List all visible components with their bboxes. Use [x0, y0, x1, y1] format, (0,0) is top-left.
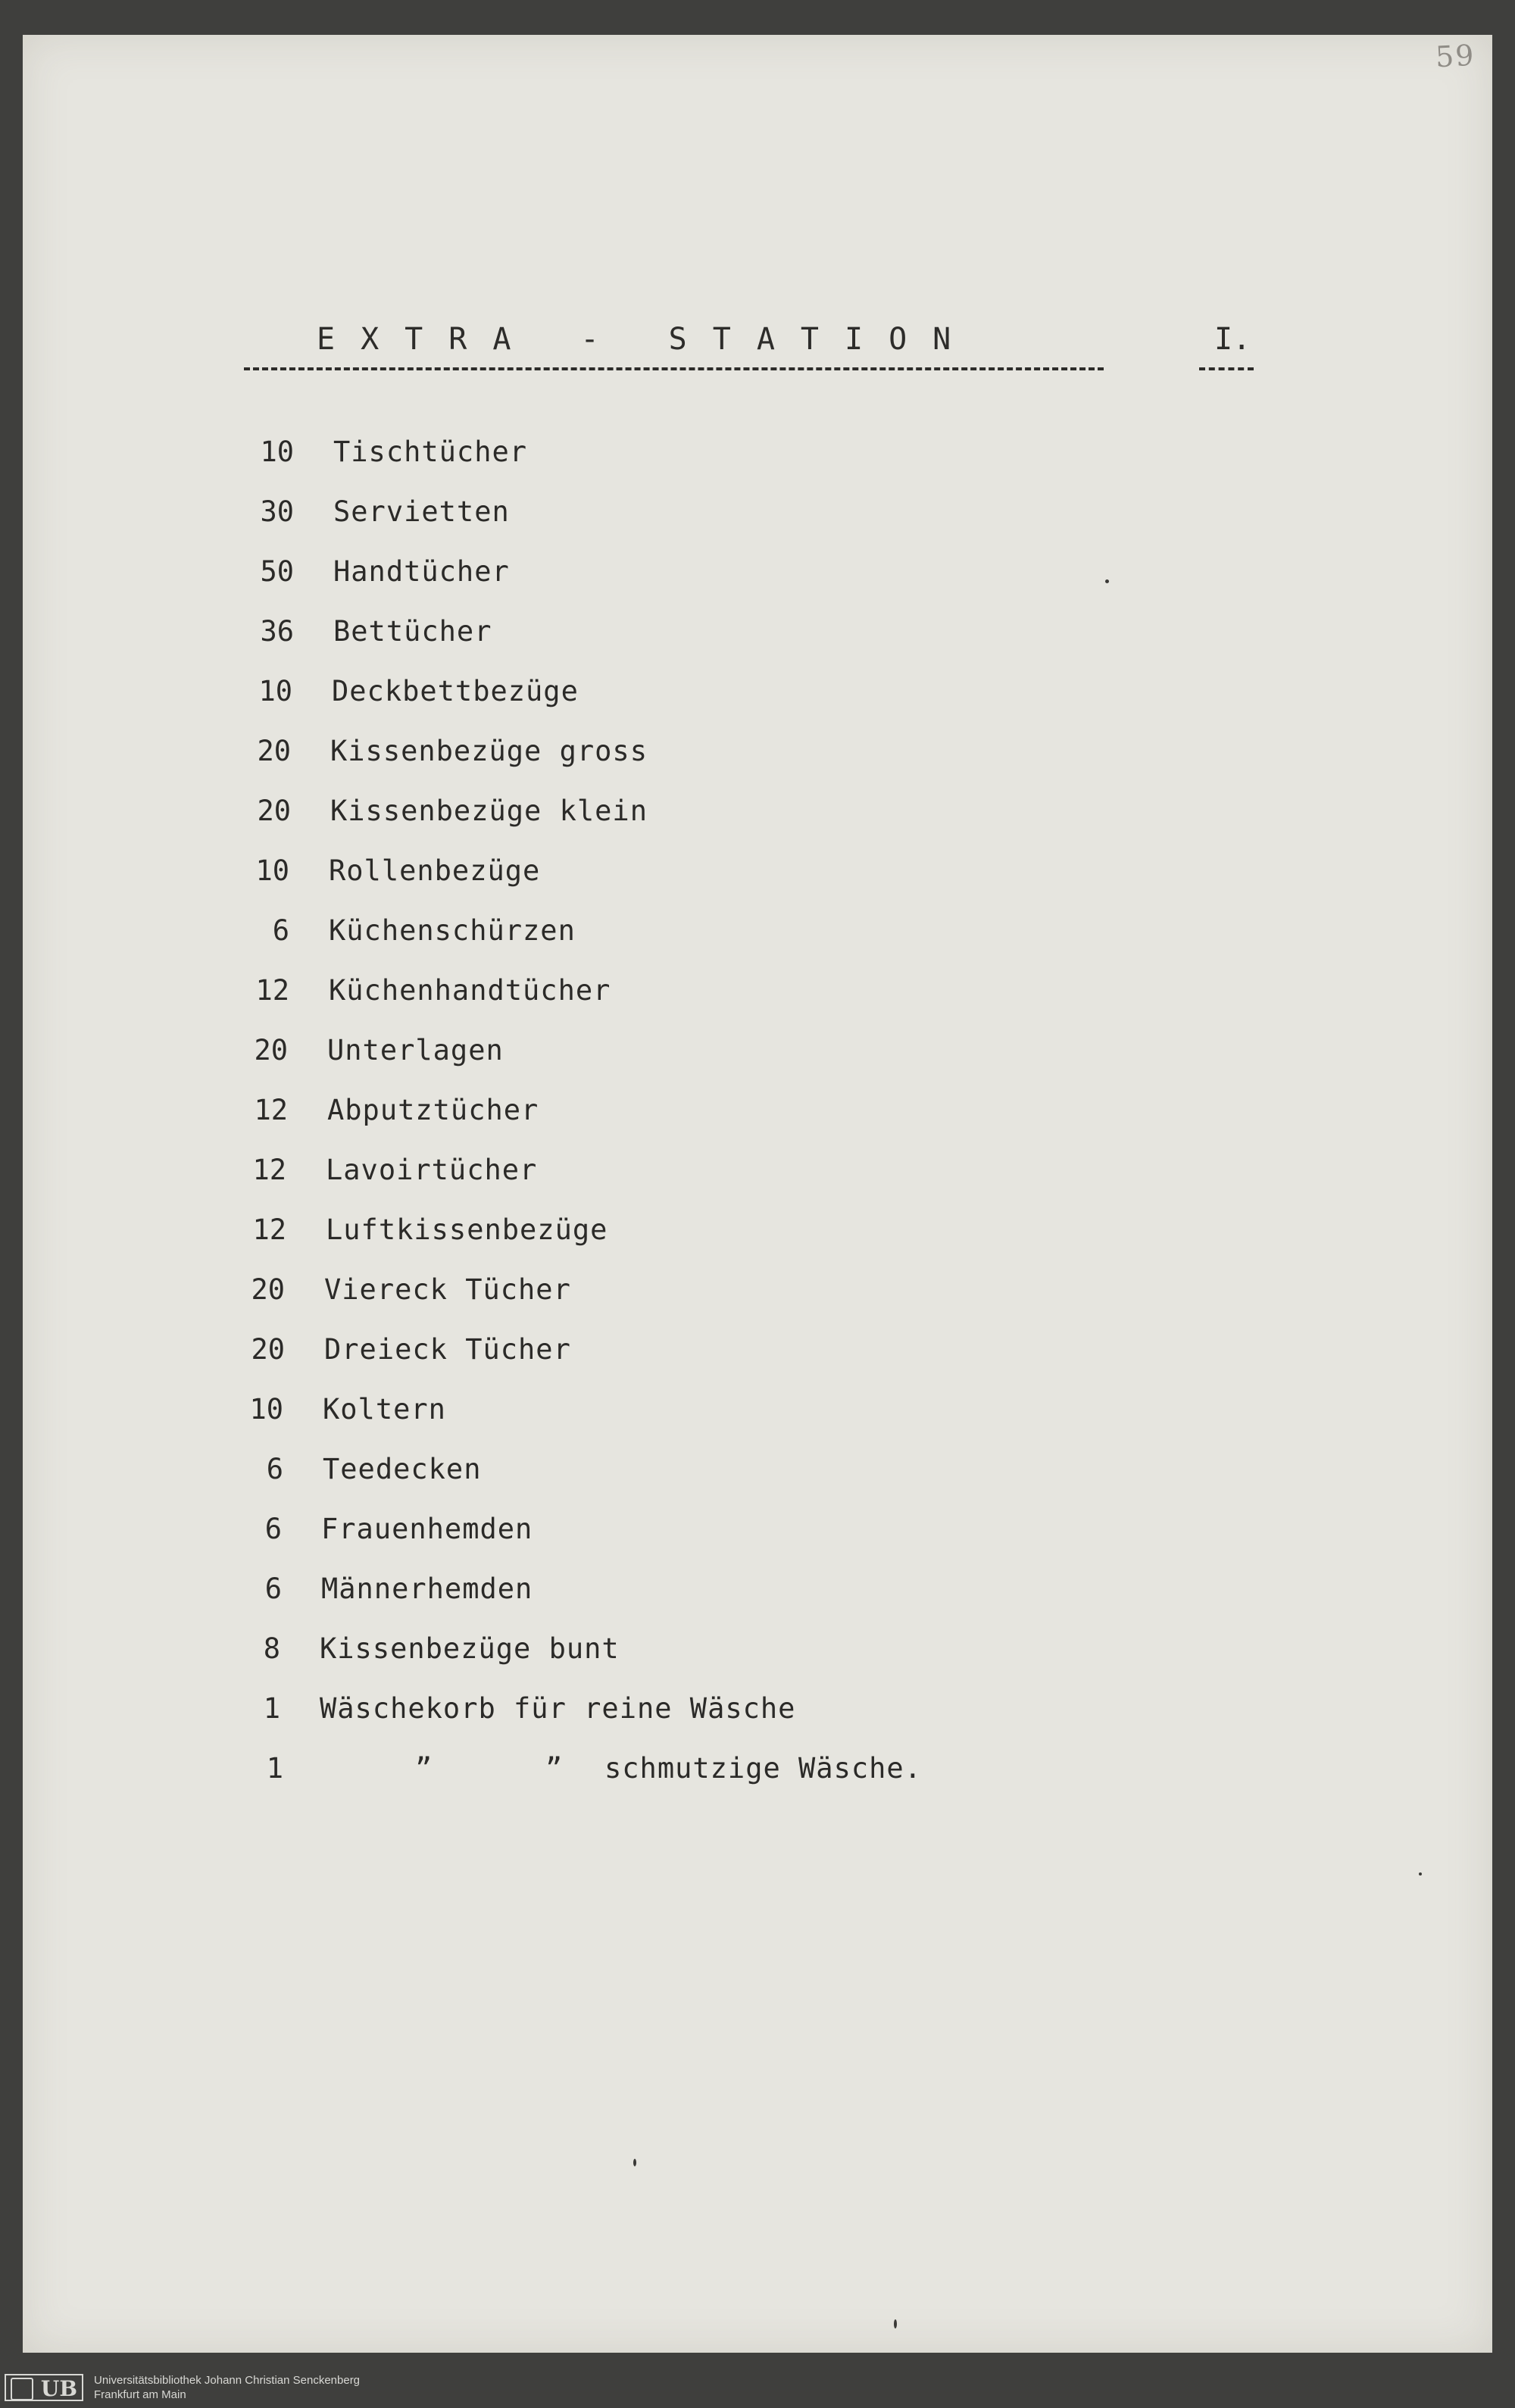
item-name: Männerhemden: [321, 1573, 533, 1605]
item-name: Kissenbezüge bunt: [320, 1632, 620, 1665]
list-item: [0, 555, 1515, 615]
item-quantity: 8: [263, 1632, 280, 1665]
library-name: Universitätsbibliothek Johann Christian Senckenberg: [94, 2374, 361, 2387]
item-quantity: 20: [251, 1273, 285, 1306]
item-quantity: 30: [260, 495, 294, 528]
item-quantity: 12: [252, 1154, 286, 1186]
item-quantity: 1: [263, 1692, 280, 1725]
list-item: [0, 1213, 1515, 1273]
item-quantity: 20: [251, 1333, 285, 1366]
item-quantity: 12: [254, 1094, 288, 1126]
library-credit: [94, 2373, 360, 2402]
list-item: [0, 1154, 1515, 1213]
item-name: Servietten: [333, 495, 510, 528]
item-name: Küchenhandtücher: [329, 974, 611, 1007]
item-quantity: 20: [257, 795, 291, 827]
library-city: Frankfurt am Main: [94, 2388, 186, 2401]
list-item: [0, 854, 1515, 914]
item-name: Handtücher: [333, 555, 510, 588]
footer-bar: [0, 2366, 1515, 2408]
item-name: Wäschekorb für reine Wäsche: [320, 1692, 796, 1725]
inventory-list: [0, 436, 1515, 1812]
list-item: [0, 436, 1515, 495]
list-item: [0, 675, 1515, 735]
item-quantity: 6: [264, 1513, 282, 1545]
paper-speck: [1105, 579, 1109, 583]
library-logo-icon: [11, 2378, 33, 2400]
paper-speck: [1419, 1872, 1422, 1875]
list-item: [0, 1573, 1515, 1632]
ditto-mark: ”: [415, 1752, 433, 1785]
list-item: [0, 1273, 1515, 1333]
page-number: 59: [1434, 38, 1476, 74]
list-item: [0, 1692, 1515, 1752]
item-name: Küchenschürzen: [329, 914, 576, 947]
station-number-underline: [1199, 367, 1254, 370]
item-name: Abputztücher: [327, 1094, 539, 1126]
item-quantity: 20: [254, 1034, 288, 1067]
paper-speck: [633, 2159, 636, 2166]
item-quantity: 12: [255, 974, 289, 1007]
list-header: [0, 322, 1515, 383]
item-quantity: 6: [264, 1573, 282, 1605]
list-item: [0, 495, 1515, 555]
item-name: Koltern: [323, 1393, 446, 1426]
item-name: Frauenhemden: [321, 1513, 533, 1545]
item-quantity: 6: [272, 914, 289, 947]
item-name: Viereck Tücher: [324, 1273, 571, 1306]
list-item: [0, 1453, 1515, 1513]
item-quantity: 20: [257, 735, 291, 767]
list-item: [0, 914, 1515, 974]
list-item: [0, 615, 1515, 675]
list-item: [0, 974, 1515, 1034]
list-item: [0, 1094, 1515, 1154]
page-title: EXTRA - STATION: [317, 322, 977, 357]
list-item: [0, 795, 1515, 854]
list-item: [0, 1034, 1515, 1094]
item-name: Bettücher: [333, 615, 492, 648]
title-underline: [244, 367, 1104, 370]
item-quantity: 6: [266, 1453, 283, 1485]
item-name: Dreieck Tücher: [324, 1333, 571, 1366]
item-quantity: 10: [249, 1393, 283, 1426]
paper-speck: [894, 2319, 897, 2328]
item-quantity: 10: [255, 854, 289, 887]
item-name: schmutzige Wäsche.: [604, 1752, 922, 1785]
item-name: Unterlagen: [327, 1034, 504, 1067]
item-quantity: 36: [260, 615, 294, 648]
library-logo: [5, 2374, 83, 2401]
list-item: [0, 1513, 1515, 1573]
item-name: Luftkissenbezüge: [326, 1213, 608, 1246]
list-item: [0, 1333, 1515, 1393]
item-quantity: 1: [266, 1752, 283, 1785]
item-name: Tischtücher: [333, 436, 528, 468]
item-name: Rollenbezüge: [329, 854, 541, 887]
item-quantity: 12: [252, 1213, 286, 1246]
item-quantity: 10: [258, 675, 292, 707]
list-item: [0, 1393, 1515, 1453]
item-name: Lavoirtücher: [326, 1154, 538, 1186]
list-item: [0, 1752, 1515, 1812]
ditto-mark: ”: [545, 1752, 563, 1785]
item-quantity: 50: [260, 555, 294, 588]
item-name: Teedecken: [323, 1453, 482, 1485]
item-name: Kissenbezüge gross: [330, 735, 648, 767]
item-name: Deckbettbezüge: [332, 675, 579, 707]
item-name: Kissenbezüge klein: [330, 795, 648, 827]
list-item: [0, 735, 1515, 795]
library-logo-text: UB: [40, 2376, 77, 2401]
item-quantity: 10: [260, 436, 294, 468]
list-item: [0, 1632, 1515, 1692]
station-number: I.: [1214, 322, 1251, 357]
